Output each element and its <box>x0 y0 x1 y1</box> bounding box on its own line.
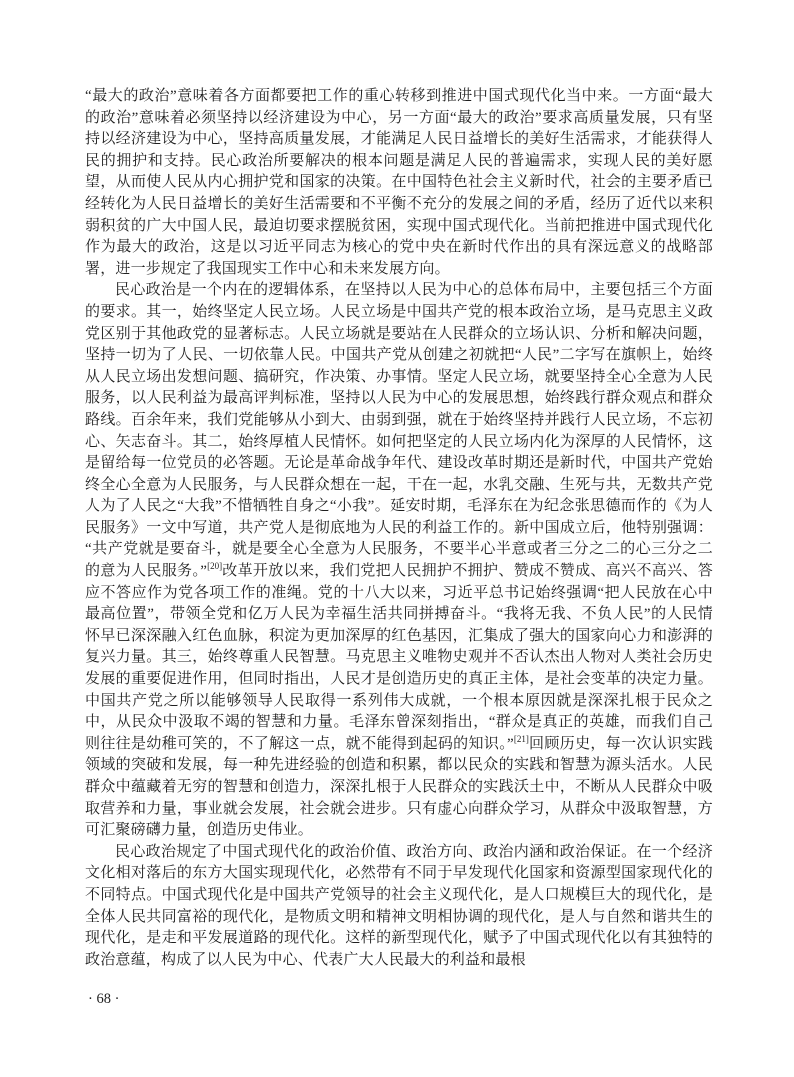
body-text <box>85 86 713 971</box>
footnote-ref-21: [21] <box>513 733 529 744</box>
paragraph-text: 民心政治是一个内在的逻辑体系，在坚持以人民为中心的总体布局中，主要包括三个方面的要求。其一，始终坚定人民立场。人民立场是中国共产党的根本政治立场，是马克思主义政党区别于其他政党的显著标志。人民立场就是要站在人民群众的立场认识、分析和解决问题，坚持一切为了人民、一切依靠人民。中国共产党从创建之初就把“人民”二字写在旗帜上，始终从人民立场出发想问题、搞研究，作决策、办事情。坚定人民立场，就要坚持全心全意为人民服务，以人民利益为最高评判标准，坚持以人民为中心的发展思想，始终践行群众观点和群众路线。百余年来，我们党能够从小到大、由弱到强，就在于始终坚持并践行人民立场，不忘初心、矢志奋斗。其二，始终厚植人民情怀。如何把坚定的人民立场内化为深厚的人民情怀，这是留给每一位党员的必答题。无论是革命战争年代、建设改革时期还是新时代，中国共产党始终全心全意为人民服务，与人民群众想在一起，干在一起，水乳交融、生死与共，无数共产党人为了人民之“大我”不惜牺牲自身之“小我”。延安时期，毛泽东在为纪念张思德而作的《为人民服务》一文中写道，共产党人是彻底地为人民的利益工作的。新中国成立后，他特别强调：“共产党就是要奋斗，就是要全心全意为人民服务，不要半心半意或者三分之二的心三分之二的意为人民服务。” <box>85 282 713 580</box>
paragraph-text: 民心政治规定了中国式现代化的政治价值、政治方向、政治内涵和政治保证。在一个经济文化相对落后的东方大国实现现代化，必然带有不同于早发现代化国家和资源型国家现代化的不同特点。中国式现代化是中国共产党领导的社会主义现代化，是人口规模巨大的现代化，是全体人民共同富裕的现代化，是物质文明和精神文明相协调的现代化，是人与自然和谐共生的现代化，是走和平发展道路的现代化。这样的新型现代化，赋予了中国式现代化以有其独特的政治意蕴，构成了以人民为中心、代表广大人民最大的利益和最根 <box>85 843 713 968</box>
paragraph-text: 回顾历史，每一次认识实践领域的突破和发展，每一种先进经验的创造和积累，都以民众的实践和智慧为源头活水。人民群众中蕴藏着无穷的智慧和创造力，深深扎根于人民群众的实践沃土中，不断从人民群众中吸取营养和力量，事业就会发展，社会就会进步。只有虚心向群众学习，从群众中汲取智慧，方可汇聚磅礴力量，创造历史伟业。 <box>85 735 713 839</box>
paragraph-text: “最大的政治”意味着各方面都要把工作的重心转移到推进中国式现代化当中来。一方面“最大的政治”意味着必须坚持以经济建设为中心，另一方面“最大的政治”要求高质量发展，只有坚持以经济建设为中心，坚持高质量发展，才能满足人民日益增长的美好生活需求，才能获得人民的拥护和支持。民心政治所要解决的根本问题是满足人民的普遍需求，实现人民的美好愿望，从而使人民从内心拥护党和国家的决策。在中国特色社会主义新时代，社会的主要矛盾已经转化为人民日益增长的美好生活需要和不平衡不充分的发展之间的矛盾，经历了近代以来积弱积贫的广大中国人民，最迫切要求摆脱贫困，实现中国式现代化。当前把推进中国式现代化作为最大的政治，这是以习近平同志为核心的党中央在新时代作出的具有深远意义的战略部署，进一步规定了我国现实工作中心和未来发展方向。 <box>85 88 713 277</box>
paragraph <box>85 86 713 280</box>
paragraph <box>85 280 713 841</box>
paragraph-text: 改革开放以来，我们党把人民拥护不拥护、赞成不赞成、高兴不高兴、答应不答应作为党各项工作的准绳。党的十八大以来，习近平总书记始终强调“把人民放在心中最高位置”，带领全党和亿万人民为幸福生活共同拼搏奋斗。“我将无我、不负人民”的人民情怀早已深深融入红色血脉，积淀为更加深厚的红色基因，汇集成了强大的国家向心力和澎湃的复兴力量。其三，始终尊重人民智慧。马克思主义唯物史观并不否认杰出人物对人类社会历史发展的重要促进作用，但同时指出，人民才是创造历史的真正主体，是社会变革的决定力量。中国共产党之所以能够领导人民取得一系列伟大成就，一个根本原因就是深深扎根于民众之中，从民众中汲取不竭的智慧和力量。毛泽东曾深刻指出，“群众是真正的英雄，而我们自己则往往是幼稚可笑的，不了解这一点，就不能得到起码的知识。” <box>85 563 713 752</box>
page-number: · 68 · <box>88 991 120 1007</box>
paragraph <box>85 842 713 972</box>
footnote-ref-20: [20] <box>207 561 223 572</box>
